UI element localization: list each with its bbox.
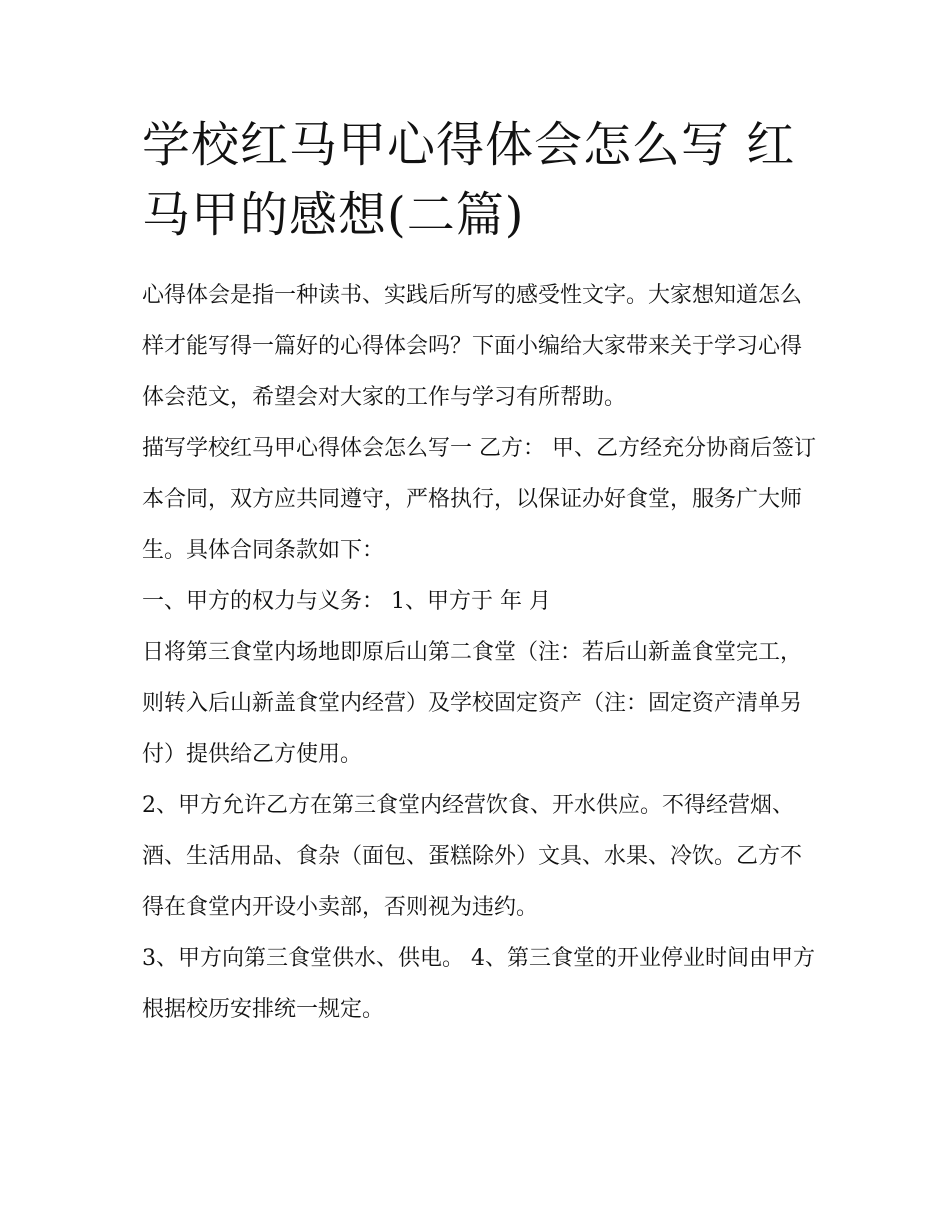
paragraph-party-a-heading: 一、甲方的权力与义务： 1、甲方于 年 月 <box>142 589 551 614</box>
paragraph-clause-2: 2、甲方允许乙方在第三食堂内经营饮食、开水供应。不得经营烟、酒、生活用品、食杂（面包、蛋糕除外）文具、水果、冷饮。乙方不得在食堂内开设小卖部，否则视为违约。 <box>142 793 803 920</box>
paragraph-intro: 心得体会是指一种读书、实践后所写的感受性文字。大家想知道怎么样才能写得一篇好的心得体会吗？下面小编给大家带来关于学习心得体会范文，希望会对大家的工作与学习有所帮助。 <box>142 283 803 410</box>
paragraph-clause-1: 日将第三食堂内场地即原后山第二食堂（注：若后山新盖食堂完工，则转入后山新盖食堂内经营）及学校固定资产（注：固定资产清单另付）提供给乙方使用。 <box>142 640 803 767</box>
document-title: 学校红马甲心得体会怎么写 红马甲的感想(二篇) <box>142 117 796 243</box>
paragraph-contract-intro: 描写学校红马甲心得体会怎么写一 乙方： 甲、乙方经充分协商后签订本合同，双方应共同遵守，严格执行，以保证办好食堂，服务广大师生。具体合同条款如下： <box>142 436 816 563</box>
paragraph-clause-3-4: 3、甲方向第三食堂供水、供电。 4、第三食堂的开业停业时间由甲方根据校历安排统一规定。 <box>142 946 815 1022</box>
